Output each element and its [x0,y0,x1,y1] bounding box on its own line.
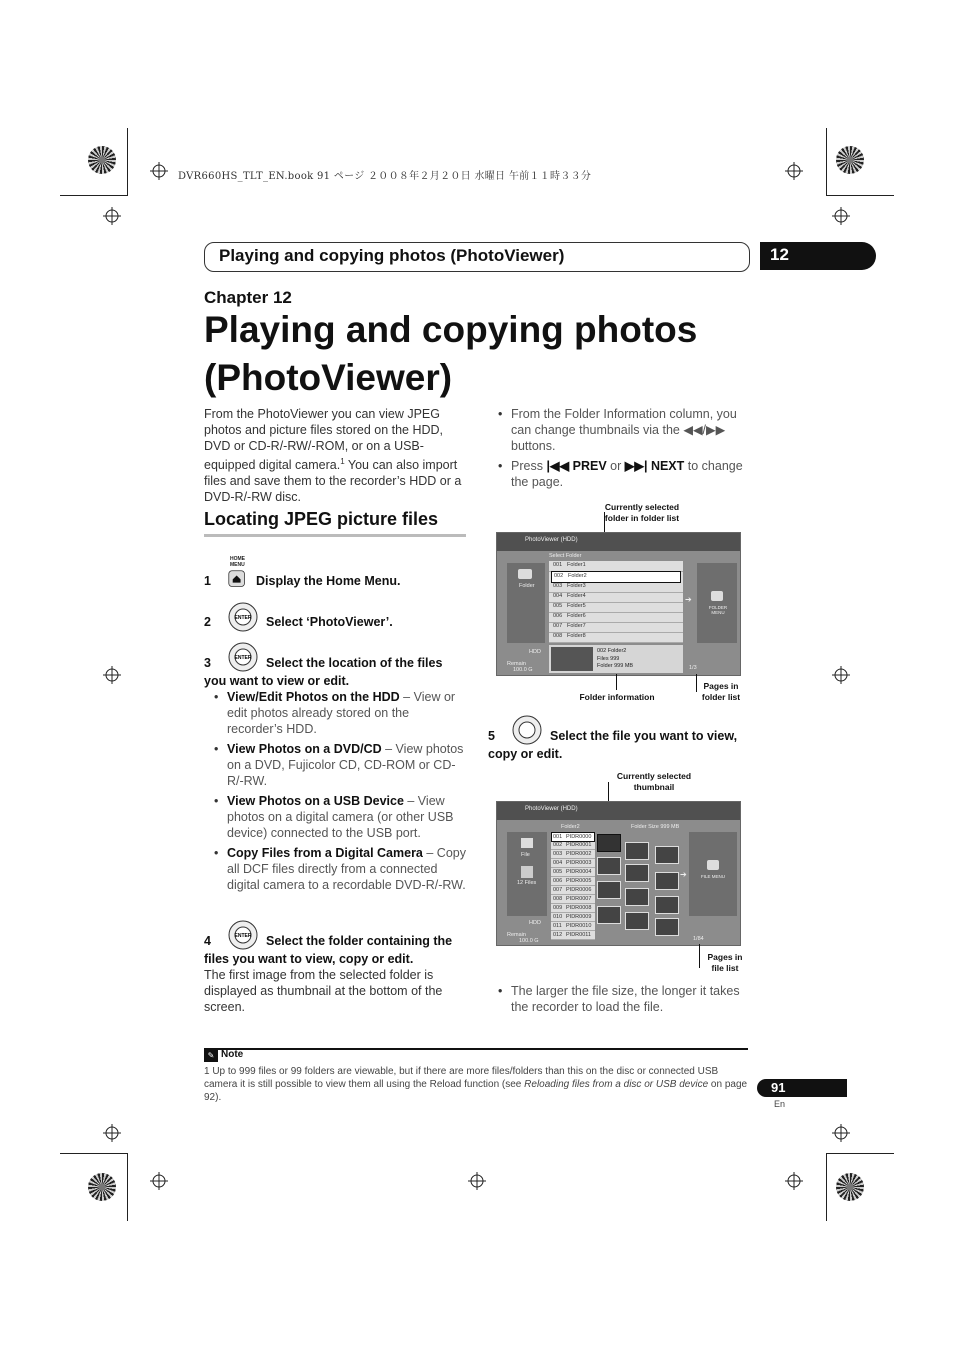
file-menu-label: FILE MENU [700,874,725,879]
running-header-title: Playing and copying photos (PhotoViewer) [219,246,565,265]
callout-folder-info: Folder information [579,692,655,702]
callout-line [616,674,617,690]
thumbnail[interactable] [597,906,621,924]
registration-mark-icon [785,1172,803,1190]
row-num: 010 [553,914,563,920]
list-item: • View Photos on a DVD/CD – View photos on a DVD, Fujicolor CD, CD-ROM or CD-R/-RW. [214,742,464,788]
menu-icon [707,860,719,870]
crop-mark [826,128,827,196]
bullet-text: Press [511,459,547,473]
footnote-ref: 1 [340,457,345,466]
registration-mark-icon [150,1172,168,1190]
registration-mark-icon [150,162,168,180]
hdd-label: HDD [529,649,541,655]
step-4-text: Select the folder containing the files you want to view, copy or edit. [204,934,453,966]
row-num: 009 [553,905,563,911]
row-name: PIDR0007 [566,896,592,902]
list-item: • Copy Files from a Digital Camera – Copy all DCF files directly from a connected digital camera to a recordable DVD-R/-RW. [214,846,466,892]
row-num: 008 [553,633,563,639]
step-number: 3 [204,656,211,670]
step-number: 1 [204,574,211,588]
crop-mark [826,1153,827,1221]
registration-mark-icon [832,1124,850,1142]
thumbnail[interactable] [625,842,649,860]
row-name: PIDR0000 [566,834,592,840]
row-num: 006 [553,878,563,884]
row-name: Folder5 [567,603,586,609]
row-name: PIDR0011 [566,932,591,938]
bullet-text: to change the page. [511,459,743,489]
page-indicator: 1/84 [693,936,704,942]
info-folder: 002 Folder2 [597,648,627,654]
row-num: 005 [553,603,563,609]
svg-text:ENTER: ENTER [234,655,252,661]
list-item: • From the Folder Information column, you can change thumbnails via the ◀◀/▶▶ buttons. [498,407,737,453]
crop-mark [60,1153,128,1154]
print-info-line: DVR660HS_TLT_EN.book 91 ページ ２００８年２月２０日 水曜日 午前１１時３３分 [178,171,592,182]
registration-mark-icon [785,162,803,180]
step-number: 2 [204,615,211,629]
hdd-label: HDD [529,920,541,926]
side-label: File [521,852,530,858]
list-item[interactable] [551,877,595,886]
list-item[interactable] [551,931,595,940]
bullet-text: From the Folder Information column, you can change thumbnails via the ◀◀/▶▶ buttons. [511,407,737,453]
file-icon [521,838,533,848]
crop-mark [826,195,894,196]
running-header [204,242,750,272]
thumbnail[interactable] [655,846,679,864]
callout-selected-folder: Currently selected folder in folder list [604,502,680,523]
color-target-icon [88,1173,116,1201]
row-num: 004 [553,593,563,599]
thumbnail[interactable] [655,896,679,914]
folder-side-panel [507,563,545,643]
color-target-icon [836,1173,864,1201]
registration-mark-icon [468,1172,486,1190]
row-name: PIDR0006 [566,887,592,893]
page-indicator: 1/3 [689,665,697,671]
color-target-icon [836,146,864,174]
screen-title-bar [497,802,740,820]
section-rule [204,534,466,537]
thumbnail[interactable] [625,888,649,906]
remain-value: 100.0 G [513,667,533,673]
bullet-text: – Copy all DCF files directly from a connected digital camera to a recordable DVD-R/-RW. [227,846,466,892]
thumbnail[interactable] [655,872,679,890]
page-number: 91 [771,1080,786,1095]
thumbnail[interactable] [655,918,679,936]
step-number: 5 [488,729,495,743]
thumbnail[interactable] [597,881,621,899]
row-num: 007 [553,623,563,629]
language-label: En [774,1099,786,1109]
info-files: Files 999 [597,656,620,662]
row-name: Folder6 [567,613,586,619]
callout-line [696,674,697,692]
enter-dial-icon [228,602,256,630]
page-number-tab [757,1079,847,1097]
step-4-description: The first image from the selected folder is displayed as thumbnail at the bottom of the screen. [204,968,443,1014]
color-target-icon [88,146,116,174]
row-num: 004 [553,860,563,866]
step-1-text: Display the Home Menu. [256,574,401,588]
thumbnail[interactable] [625,864,649,882]
remain-value: 100.0 G [519,938,539,944]
list-item[interactable] [551,913,595,922]
thumbnail[interactable] [597,857,621,875]
folder-label: Folder2 [561,824,580,830]
registration-mark-icon [103,1124,121,1142]
callout-selected-thumbnail: Currently selected thumbnail [616,771,692,792]
row-num: 008 [553,896,563,902]
folder-info-panel [549,645,683,673]
row-name: PIDR0004 [566,869,592,875]
row-num: 005 [553,869,563,875]
list-item[interactable] [551,841,595,850]
folder-size: Folder Size 999 MB [631,824,680,830]
chapter-label: Chapter 12 [204,288,292,307]
info-size: Folder 999 MB [597,663,634,669]
page-title [204,306,764,402]
screen-title-bar [497,533,740,551]
registration-mark-icon [832,666,850,684]
remain-label: Remain [507,932,526,938]
arrow-right-icon: ➔ [685,595,692,604]
footnote-italic: Reloading files from a disc or USB device [524,1079,709,1090]
bullet-text: – View photos on a DVD, Fujicolor CD, CD-ROM or CD-R/-RW. [227,742,464,788]
row-num: 012 [553,932,563,938]
row-name: PIDR0010 [566,923,592,929]
list-item[interactable] [551,922,595,931]
registration-mark-icon [103,207,121,225]
row-num: 003 [553,851,563,857]
row-name: Folder8 [567,633,586,639]
list-item[interactable] [551,859,595,868]
file-list-screenshot [496,801,741,946]
folder-menu-label: FOLDER MENU [708,605,728,615]
thumbnail [551,647,593,671]
home-menu-icon-label: HOME MENU [230,556,245,568]
thumbnail-selected[interactable] [597,834,621,852]
arrow-right-icon: ➔ [680,870,687,879]
section-title: Locating JPEG picture files [204,509,439,529]
page-title-line2: (PhotoViewer) [204,357,453,398]
list-item: • Press |◀◀ PREV or ▶▶| NEXT to change the page. [498,459,743,489]
step-2-text: Select ‘PhotoViewer’. [266,615,393,629]
bullet-text: The larger the file size, the longer it takes the recorder to load the file. [511,984,740,1014]
row-name: Folder3 [567,583,586,589]
remain-label: Remain [507,661,526,667]
file-menu-panel [689,832,737,916]
row-name: PIDR0008 [566,905,592,911]
files-icon [521,866,533,878]
row-num: 011 [553,923,562,929]
bullet-text: – View or edit photos already stored on the recorder’s HDD. [227,690,456,736]
list-item: • View Photos on a USB Device – View photos on a digital camera (or other USB device) connected to the USB port. [214,794,454,840]
row-name: Folder2 [568,573,587,579]
crop-mark [127,128,128,196]
list-item[interactable] [551,868,595,877]
crop-mark [127,1153,128,1221]
folder-menu-panel [697,563,737,643]
row-num: 002 [553,842,563,848]
callout-line [699,944,700,968]
row-name: PIDR0005 [566,878,592,884]
footnote [204,1065,749,1104]
intro-text-a: From the PhotoViewer you can view JPEG photos and picture files stored on the HDD, DVD or CD-R/-RW/-ROM, or on a USB-equipped digital camera. [204,407,444,473]
bullet-bold: Copy Files from a Digital Camera [227,846,423,860]
crop-mark [826,1153,894,1154]
screen-title: PhotoViewer (HDD) [525,537,578,543]
bullet-text: – View photos on a digital camera (or other USB device) connected to the USB port. [227,794,454,840]
footnote-text-a: 1 Up to 999 files or 99 folders are viewable, but if there are more files/folders than this on the disc or connected USB camera it is still possible to view them all using the Reload function (see [204,1066,719,1090]
bullet-bold: View Photos on a USB Device [227,794,404,808]
svg-text:ENTER: ENTER [234,615,252,621]
row-num: 001 [553,834,563,840]
file-side-panel [507,832,547,916]
bullet-bold: View/Edit Photos on the HDD [227,690,400,704]
bullet-bold: View Photos on a DVD/CD [227,742,382,756]
list-item: • The larger the file size, the longer it takes the recorder to load the file. [498,984,740,1014]
step-5-text: Select the file you want to view, copy or edit. [488,729,738,761]
list-item[interactable] [549,632,683,643]
menu-icon [711,591,723,601]
chapter-tab-number: 12 [770,245,789,264]
intro-paragraph [204,406,466,505]
row-name: PIDR0003 [566,860,592,866]
list-item: • View/Edit Photos on the HDD – View or edit photos already stored on the recorder’s HDD. [214,690,456,736]
list-item[interactable] [551,850,595,859]
side-label: Folder [519,583,535,589]
intro-text-b: You can also import files and save them to the recorder’s HDD or a DVD-R/-RW disc. [204,458,462,505]
screen-title: PhotoViewer (HDD) [525,806,578,812]
list-item[interactable] [551,886,595,895]
row-name: PIDR0001 [566,842,592,848]
next-button-label: ▶▶| NEXT [624,459,685,473]
file-list [551,832,595,940]
footnote-text-b: on page 92). [204,1079,748,1103]
home-menu-icon [228,570,256,598]
note-icon: ✎ [204,1050,218,1062]
select-folder-label: Select Folder [549,553,582,559]
row-name: Folder7 [567,623,586,629]
row-name: PIDR0009 [566,914,592,920]
folder-icon [518,569,532,579]
thumbnail[interactable] [625,912,649,930]
chapter-tab [760,242,876,270]
row-name: PIDR0002 [566,851,592,857]
row-name: Folder4 [567,593,586,599]
row-num: 007 [553,887,563,893]
row-num: 002 [554,573,564,579]
row-num: 003 [553,583,563,589]
row-num: 006 [553,613,563,619]
crop-mark [60,195,128,196]
list-item[interactable] [551,895,595,904]
note-label-text: Note [221,1049,244,1060]
folder-list [549,561,683,643]
folder-list-screenshot [496,532,741,676]
note-label [204,1050,244,1062]
registration-mark-icon [832,207,850,225]
registration-mark-icon [103,666,121,684]
step-3-text: Select the location of the files you want to view or edit. [204,656,443,688]
bullet-text: or [606,459,625,473]
row-name: Folder1 [567,562,586,568]
note-rule [204,1048,748,1050]
list-item[interactable] [551,904,595,913]
row-num: 001 [553,562,563,568]
callout-pages-file: Pages in file list [707,952,743,973]
page-title-line1: Playing and copying photos [204,309,698,350]
files-count: 12 Files [517,880,537,886]
callout-pages-folder: Pages in folder list [701,681,741,702]
step-number: 4 [204,934,211,948]
prev-button-label: |◀◀ PREV [546,459,607,473]
svg-text:ENTER: ENTER [234,933,252,939]
